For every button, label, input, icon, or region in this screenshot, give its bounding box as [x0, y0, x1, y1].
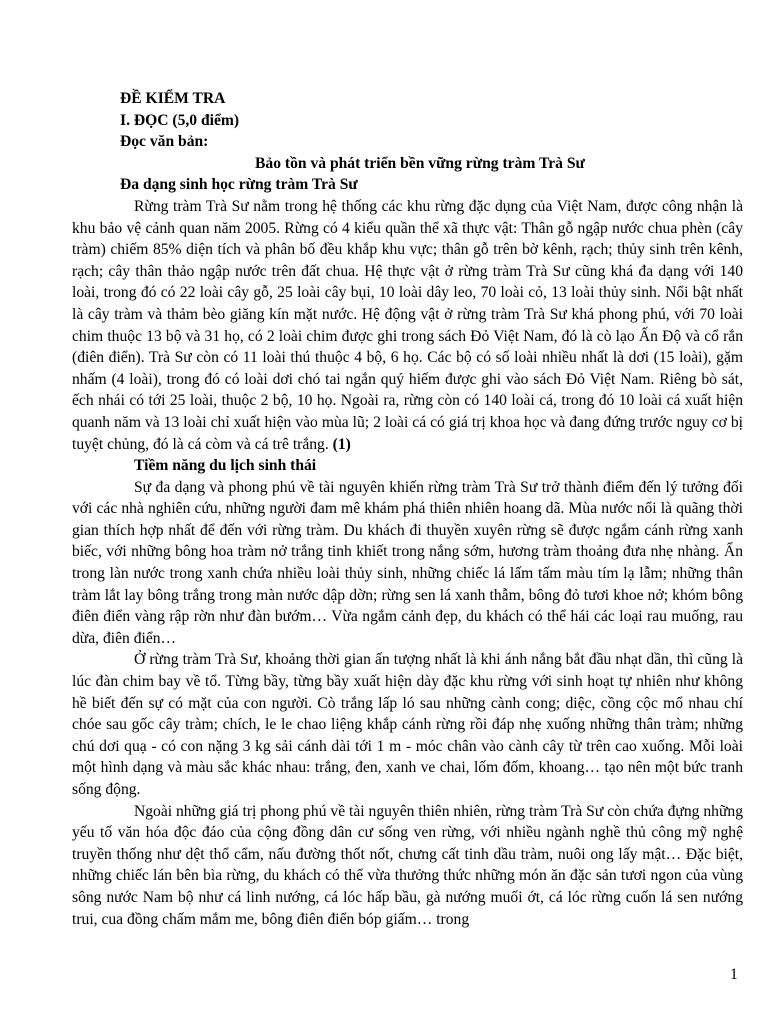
reading-instruction: Đọc văn bản:	[120, 133, 209, 151]
section2-paragraph-3: Ngoài những giá trị phong phú về tài nguyên thiên nhiên, rừng tràm Trà Sư còn chứa đựng những yếu tố văn hóa độc đáo của cộng đồng dân cư sống ven rừng, với nhiều ngành nghề thủ công mỹ nghệ truyền thống như dệt thổ cẩm, nấu đường thốt nốt, chưng cất tinh dầu tràm, nuôi ong lấy mật… Đặc biệt, những chiếc lán bên bìa rừng, du khách có thể vừa thưởng thức những món ăn đặc sản tươi ngon của vùng sông nước Nam bộ như cá linh nướng, cá lóc hấp bầu, gà nướng muối ớt, cá lóc rừng cuốn lá sen nướng trui, cua đồng chấm mắm me, bông điên điển bóp giấm… trong	[72, 802, 743, 928]
page-number: 1	[730, 966, 738, 983]
section1-paragraph	[72, 196, 743, 455]
document-content	[72, 88, 743, 930]
section-reading: I. ĐỌC (5,0 điểm)	[120, 111, 240, 129]
section1-heading: Đa dạng sinh học rừng tràm Trà Sư	[120, 176, 358, 194]
section1-marker: (1)	[332, 435, 351, 453]
section2-heading: Tiềm năng du lịch sinh thái	[134, 457, 317, 475]
section2-paragraph-1: Sự đa dạng và phong phú về tài nguyên khiến rừng tràm Trà Sư trở thành điểm đến lý tưởng đối với các nhà nghiên cứu, những người đam mê khám phá thiên nhiên hoang dã. Mùa nước nổi là quãng thời gian thích hợp nhất để đến với rừng tràm. Du khách đi thuyền xuyên rừng sẽ được ngắm cánh rừng xanh biếc, với những bông hoa tràm nở trắng tinh khiết trong nắng sớm, hương tràm thoảng đưa nhẹ nhàng. Ẩn trong làn nước trong xanh chứa nhiều loài thủy sinh, những chiếc lá lấm tấm màu tím lạ lẫm; những thân tràm lắt lay bông trắng trong màn nước dập dờn; rừng sen lá xanh thẫm, bông đỏ tươi khoe nở; khóm bông điên điển vàng rập rờn như đàn bướm… Vừa ngắm cảnh đẹp, du khách có thể hái các loại rau muống, rau dừa, điên điển…	[72, 478, 743, 647]
section2-paragraph-2: Ở rừng tràm Trà Sư, khoảng thời gian ấn tượng nhất là khi ánh nắng bắt đầu nhạt dần, thì cũng là lúc đàn chim bay về tổ. Từng bầy, từng bầy xuất hiện dày đặc khu rừng với sinh hoạt tự nhiên như không hề biết đến sự có mặt của con người. Cò trắng lấp ló sau những cành cong; diệc, cồng cộc mổ nhau chí chóe sau gốc cây tràm; chích, le le chao liệng khắp cánh rừng rồi đáp nhẹ xuống những thân tràm; những chú dơi quạ - có con nặng 3 kg sải cánh dài tới 1 m - móc chân vào cành cây từ trên cao xuống. Mỗi loài một hình dạng và màu sắc khác nhau: trắng, đen, xanh ve chai, lốm đốm, khoang… tạo nên một bức tranh sống động.	[72, 651, 743, 798]
section1-text: Rừng tràm Trà Sư nằm trong hệ thống các khu rừng đặc dụng của Việt Nam, được công nhận là khu bảo vệ cảnh quan năm 2005. Rừng có 4 kiểu quần thể xã thực vật: Thân gỗ ngập nước chua phèn (cây tràm) chiếm 85% diện tích và phân bố đều khắp khu vực; thân gỗ trên bờ kênh, rạch; thủy sinh trên kênh, rạch; cây thân thảo ngập nước trên đất chua. Hệ thực vật ở rừng tràm Trà Sư cũng khá đa dạng với 140 loài, trong đó có 22 loài cây gỗ, 25 loài cây bụi, 10 loài dây leo, 70 loài cỏ, 13 loài thủy sinh. Nổi bật nhất là cây tràm và thảm bèo giăng kín mặt nước. Hệ động vật ở rừng tràm Trà Sư khá phong phú, với 70 loài chim thuộc 13 bộ và 31 họ, có 2 loài chim được ghi trong sách Đỏ Việt Nam, đó là cò lạo Ấn Độ và cổ rắn (điên điển). Trà Sư còn có 11 loài thú thuộc 4 bộ, 6 họ. Các bộ có số loài nhiều nhất là dơi (15 loài), gặm nhấm (4 loài), trong đó có loài dơi chó tai ngắn quý hiếm được ghi vào sách Đỏ Việt Nam. Riêng bò sát, ếch nhái có tới 25 loài, thuộc 2 bộ, 10 họ. Ngoài ra, rừng còn có 140 loài cá, trong đó 10 loài cá xuất hiện quanh năm và 13 loài chỉ xuất hiện vào mùa lũ; 2 loài cá có giá trị khoa học và đang đứng trước nguy cơ bị tuyệt chủng, đó là cá còm và cá trê trắng.	[72, 197, 743, 453]
exam-title: ĐỀ KIỂM TRA	[120, 90, 226, 107]
article-title: Bảo tồn và phát triển bền vững rừng tràm Trà Sư	[255, 154, 585, 172]
